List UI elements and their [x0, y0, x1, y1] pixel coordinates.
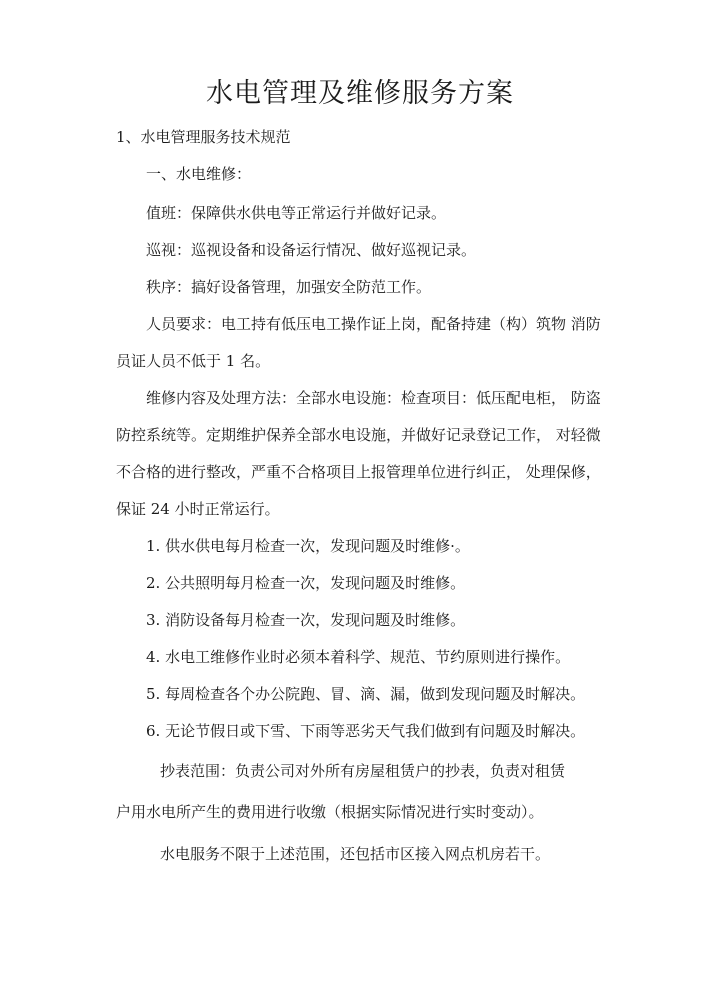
numbered-item: 6. 无论节假日或下雪、下雨等恶劣天气我们做到有问题及时解决。 [146, 722, 586, 740]
numbered-item: 5. 每周检查各个办公院跑、冒、滴、漏，做到发现问题及时解决。 [146, 685, 586, 703]
numbered-item: 3. 消防设备每月检查一次，发现问题及时维修。 [146, 611, 466, 629]
staff-requirements-line: 人员要求：电工持有低压电工操作证上岗，配备持建（构）筑物 消防 [146, 315, 601, 333]
numbered-item: 2. 公共照明每月检查一次，发现问题及时维修。 [146, 574, 466, 592]
patrol-paragraph: 巡视：巡视设备和设备运行情况、做好巡视记录。 [146, 241, 477, 259]
order-paragraph: 秩序：搞好设备管理，加强安全防范工作。 [146, 278, 432, 296]
maintenance-content-line: 保证 24 小时正常运行。 [116, 500, 280, 518]
staff-requirements-line: 员证人员不低于 1 名。 [116, 352, 271, 370]
meter-reading-line: 户用水电所产生的费用进行收缴（根据实际情况进行实时变动）。 [116, 803, 544, 821]
numbered-item: 4. 水电工维修作业时必须本着科学、规范、节约原则进行操作。 [146, 648, 571, 666]
duty-paragraph: 值班：保障供水供电等正常运行并做好记录。 [146, 204, 447, 222]
numbered-item: 1. 供水供电每月检查一次，发现问题及时维修·。 [146, 537, 470, 555]
section-heading: 1、水电管理服务技术规范 [116, 128, 291, 146]
scope-note: 水电服务不限于上述范围，还包括市区接入网点机房若干。 [160, 845, 551, 863]
document-title: 水电管理及维修服务方案 [206, 78, 514, 109]
maintenance-content-line: 维修内容及处理方法：全部水电设施：检查项目：低压配电柜， 防盗 [146, 389, 601, 407]
subsection-heading: 一、水电维修： [146, 165, 252, 183]
maintenance-content-line: 不合格的进行整改，严重不合格项目上报管理单位进行纠正， 处理保修， [116, 463, 601, 481]
maintenance-content-line: 防控系统等。定期维护保养全部水电设施，并做好记录登记工作， 对轻微 [116, 426, 601, 444]
meter-reading-line: 抄表范围：负责公司对外所有房屋租赁户的抄表，负责对租赁 [160, 762, 566, 780]
